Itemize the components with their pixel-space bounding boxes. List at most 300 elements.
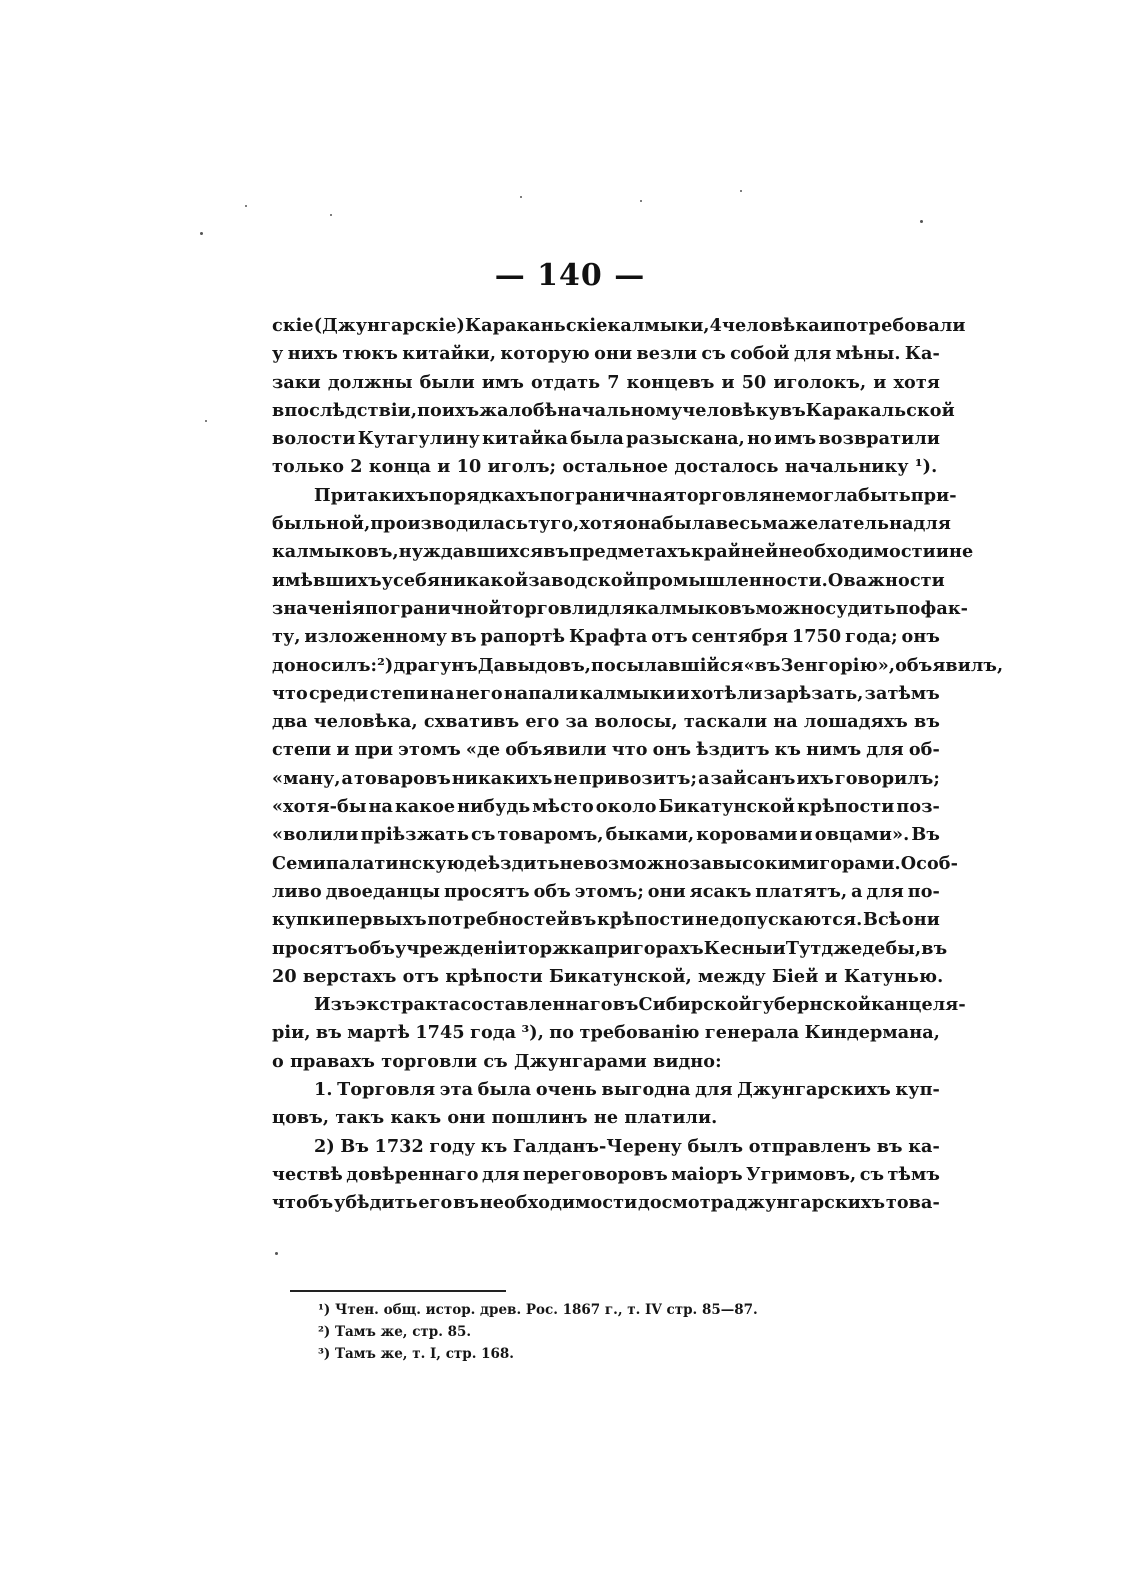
word: калмыки bbox=[579, 682, 676, 704]
text-line bbox=[272, 736, 940, 764]
word: въ bbox=[315, 1022, 342, 1044]
word: его bbox=[525, 711, 560, 733]
word: его bbox=[418, 1192, 453, 1214]
footnote-mark: ²) bbox=[318, 1324, 336, 1340]
footnote-rule bbox=[290, 1290, 506, 1292]
word: судить bbox=[825, 597, 896, 619]
word: невозможно bbox=[559, 852, 690, 874]
word: Давыдовъ, bbox=[477, 654, 592, 676]
word: а bbox=[698, 767, 710, 789]
word: ³), bbox=[521, 1022, 544, 1044]
word: но bbox=[747, 428, 772, 450]
word: въ bbox=[450, 626, 477, 648]
text-line bbox=[272, 878, 940, 906]
word: была bbox=[570, 428, 624, 450]
word: порядкахъ bbox=[428, 484, 540, 506]
word: (Джунгарскiе) bbox=[313, 315, 465, 336]
word: ихъ bbox=[796, 767, 834, 789]
footnotes bbox=[318, 1299, 918, 1365]
word: не bbox=[593, 1107, 625, 1129]
word: и bbox=[772, 937, 786, 959]
word: джунгарскихъ bbox=[735, 1192, 886, 1214]
word: Всѣ bbox=[863, 909, 902, 931]
word: 2 bbox=[350, 456, 369, 478]
word: мѣны. bbox=[835, 343, 901, 365]
word: него bbox=[455, 682, 503, 704]
word: о bbox=[272, 1050, 291, 1072]
word: пограничная bbox=[539, 484, 676, 506]
word: губернской bbox=[751, 994, 872, 1016]
word: калмыковъ, bbox=[272, 541, 399, 563]
word: нуждавшихся bbox=[398, 541, 544, 563]
word: остальное bbox=[562, 456, 675, 478]
word: доносилъ:²) bbox=[272, 654, 394, 676]
word: и bbox=[819, 315, 833, 336]
text-line bbox=[272, 906, 940, 934]
word: торжка bbox=[516, 937, 595, 959]
word: затѣмъ bbox=[864, 682, 940, 704]
word: маiоръ bbox=[671, 1163, 743, 1185]
word: не bbox=[949, 541, 974, 563]
word: ¹). bbox=[914, 456, 938, 478]
text-line bbox=[272, 963, 944, 991]
word: Торговля bbox=[337, 1079, 436, 1101]
text-line bbox=[272, 567, 945, 595]
word: Зенгорiю», bbox=[780, 654, 896, 676]
word: тѣмъ bbox=[887, 1163, 940, 1185]
word: и bbox=[676, 682, 690, 704]
text-line bbox=[272, 538, 974, 566]
word: года; bbox=[845, 626, 898, 648]
word: съ bbox=[483, 1050, 514, 1072]
word: имъ bbox=[481, 371, 524, 393]
word: иголъ; bbox=[487, 456, 563, 478]
word: таскали bbox=[683, 711, 768, 733]
word: калмыковъ bbox=[634, 597, 756, 619]
word: за bbox=[689, 852, 713, 874]
word: и bbox=[935, 541, 949, 563]
text-line bbox=[272, 821, 940, 849]
word: выгодна bbox=[601, 1079, 691, 1101]
text-line bbox=[272, 765, 940, 793]
word: драгунъ bbox=[393, 654, 478, 676]
word: быками, bbox=[605, 824, 695, 846]
word: они bbox=[447, 1107, 492, 1129]
footnote bbox=[318, 1321, 918, 1343]
word: въ bbox=[543, 541, 570, 563]
word: къ bbox=[480, 1135, 508, 1157]
word: сентября bbox=[691, 626, 789, 648]
word: такъ bbox=[335, 1107, 391, 1129]
word: какъ bbox=[390, 1107, 448, 1129]
word: были bbox=[419, 371, 475, 393]
word: допускаются. bbox=[719, 909, 863, 931]
word: 2) bbox=[314, 1135, 335, 1157]
print-speck bbox=[520, 196, 522, 198]
word: мартѣ bbox=[347, 1022, 410, 1044]
word: хотя bbox=[579, 513, 626, 535]
word: для bbox=[913, 513, 952, 535]
word: собой bbox=[730, 343, 790, 365]
word: отъ bbox=[651, 626, 688, 648]
word: а bbox=[341, 767, 354, 789]
word: въ bbox=[914, 711, 940, 733]
word: въ bbox=[570, 909, 597, 931]
text-line bbox=[272, 1048, 940, 1076]
word: заки bbox=[272, 371, 321, 393]
word: «въ bbox=[743, 654, 781, 676]
word: разыскана, bbox=[626, 428, 745, 450]
word: для bbox=[866, 739, 904, 761]
word: этомъ bbox=[398, 739, 461, 761]
word: по- bbox=[907, 880, 940, 902]
text-line bbox=[272, 623, 940, 651]
print-speck bbox=[200, 232, 203, 235]
word: об- bbox=[908, 739, 940, 761]
word: и bbox=[721, 371, 735, 393]
word: возвратили bbox=[818, 428, 940, 450]
text-line bbox=[272, 1076, 940, 1104]
word: себя bbox=[393, 569, 441, 591]
word: Семипалатинскую bbox=[272, 852, 465, 874]
word: Тутджедебы, bbox=[785, 937, 922, 959]
word: не bbox=[553, 767, 578, 789]
word: по bbox=[549, 1022, 575, 1044]
text-line bbox=[272, 453, 940, 481]
word: горахъ bbox=[632, 937, 704, 959]
text-line bbox=[272, 680, 940, 708]
text-line bbox=[272, 850, 959, 878]
word: должны bbox=[327, 371, 413, 393]
word: потребностей bbox=[427, 909, 570, 931]
word: къ bbox=[774, 739, 802, 761]
text-line bbox=[272, 1133, 940, 1161]
word: могла bbox=[796, 484, 859, 506]
word: эта bbox=[439, 1079, 474, 1101]
word: и bbox=[437, 456, 457, 478]
word: а bbox=[851, 880, 863, 902]
word: при bbox=[354, 739, 394, 761]
word: конца bbox=[368, 456, 438, 478]
word: рiи, bbox=[272, 1022, 311, 1044]
word: китайка bbox=[482, 428, 569, 450]
word: съ bbox=[701, 343, 726, 365]
word: хотя bbox=[893, 371, 940, 393]
word: заводской bbox=[528, 569, 636, 591]
word: 4 bbox=[709, 315, 722, 336]
word: для bbox=[482, 1163, 520, 1185]
word: онъ bbox=[652, 739, 692, 761]
word: по bbox=[895, 597, 921, 619]
word: въ bbox=[779, 399, 806, 421]
word: Кутагулину bbox=[357, 428, 480, 450]
word: она bbox=[625, 513, 663, 535]
print-speck bbox=[640, 200, 642, 202]
text-line bbox=[272, 510, 952, 538]
footnote bbox=[318, 1299, 918, 1321]
word: цовъ, bbox=[272, 1107, 336, 1129]
word: ливо bbox=[272, 880, 322, 902]
word: ѣздитъ bbox=[696, 739, 770, 761]
word: крѣпости bbox=[445, 965, 550, 987]
word: правахъ bbox=[290, 1050, 382, 1072]
word: никакой bbox=[440, 569, 529, 591]
word: крайней bbox=[691, 541, 779, 563]
word: коровами bbox=[696, 824, 798, 846]
print-speck bbox=[275, 1252, 278, 1255]
word: При bbox=[314, 484, 357, 506]
word: ихъ bbox=[441, 399, 480, 421]
word: въ bbox=[612, 994, 639, 1016]
word: былъ bbox=[687, 1135, 744, 1157]
word: везли bbox=[636, 343, 698, 365]
word: платятъ, bbox=[755, 880, 848, 902]
word: Джунгарскихъ bbox=[737, 1079, 891, 1101]
word: «ману, bbox=[272, 767, 341, 789]
word: 10 bbox=[456, 456, 488, 478]
text-line bbox=[272, 369, 940, 397]
text-line bbox=[272, 595, 969, 623]
word: за bbox=[565, 711, 589, 733]
word: предметахъ bbox=[569, 541, 692, 563]
word: фак- bbox=[920, 597, 969, 619]
word: и bbox=[799, 824, 813, 846]
word: схвативъ bbox=[423, 711, 520, 733]
word: среди bbox=[308, 682, 369, 704]
word: быть bbox=[858, 484, 911, 506]
word: какое bbox=[394, 796, 456, 818]
print-speck bbox=[245, 205, 247, 207]
word: имъ bbox=[774, 428, 817, 450]
word: по bbox=[417, 399, 442, 421]
word: человѣку bbox=[682, 399, 780, 421]
word: нибудь bbox=[457, 796, 531, 818]
word: канцеля- bbox=[871, 994, 966, 1016]
footnote bbox=[318, 1343, 918, 1365]
word: просятъ bbox=[272, 937, 358, 959]
word: объ bbox=[533, 880, 571, 902]
text-line bbox=[272, 708, 940, 736]
word: просятъ bbox=[443, 880, 530, 902]
text-line bbox=[272, 991, 966, 1019]
text-line bbox=[272, 1189, 940, 1217]
word: 1745 bbox=[415, 1022, 465, 1044]
word: и bbox=[824, 965, 844, 987]
footnote-mark: ³) bbox=[318, 1346, 336, 1362]
word: досмотра bbox=[638, 1192, 735, 1214]
word: и bbox=[336, 739, 350, 761]
word: въ bbox=[453, 1192, 480, 1214]
word: весьма bbox=[715, 513, 790, 535]
word: что bbox=[611, 739, 648, 761]
page-number: — 140 — bbox=[494, 258, 646, 293]
word: человѣка, bbox=[313, 711, 418, 733]
word: они bbox=[901, 909, 940, 931]
word: видно: bbox=[653, 1050, 722, 1072]
word: лошадяхъ bbox=[803, 711, 908, 733]
word: они bbox=[594, 343, 633, 365]
body-text bbox=[272, 312, 1004, 1218]
word: переговоровъ bbox=[522, 1163, 668, 1185]
word: китайки, bbox=[402, 343, 497, 365]
word: Въ bbox=[340, 1135, 369, 1157]
footnote-mark: ¹) bbox=[318, 1302, 336, 1318]
word: ту, bbox=[272, 626, 301, 648]
word: Въ bbox=[911, 824, 940, 846]
word: при bbox=[594, 937, 633, 959]
word: при- bbox=[910, 484, 957, 506]
word: това- bbox=[885, 1192, 940, 1214]
word: у bbox=[381, 569, 394, 591]
word: можно bbox=[755, 597, 826, 619]
word: экстракта bbox=[355, 994, 461, 1016]
word: Ка- bbox=[904, 343, 940, 365]
word: промышленности. bbox=[635, 569, 828, 591]
word: туго, bbox=[528, 513, 580, 535]
word: Бикатунской bbox=[658, 796, 796, 818]
text-line bbox=[272, 397, 955, 425]
word: «волили bbox=[272, 824, 359, 846]
word: 1750 bbox=[791, 626, 842, 648]
word: ясакъ bbox=[689, 880, 752, 902]
word: «де bbox=[465, 739, 501, 761]
text-line bbox=[272, 1161, 940, 1189]
word: потребовали bbox=[832, 315, 966, 336]
word: напали bbox=[503, 682, 579, 704]
word: для bbox=[695, 1079, 733, 1101]
word: пограничной bbox=[364, 597, 502, 619]
word: Крафта bbox=[568, 626, 648, 648]
word: двоеданцы bbox=[325, 880, 441, 902]
text-line bbox=[272, 482, 957, 510]
print-speck bbox=[205, 420, 207, 422]
word: не bbox=[695, 909, 720, 931]
word: никакихъ bbox=[451, 767, 553, 789]
word: высокими bbox=[712, 852, 820, 874]
print-speck bbox=[740, 190, 742, 192]
text-line bbox=[272, 340, 940, 368]
word: быльной, bbox=[272, 513, 371, 535]
word: году bbox=[429, 1135, 476, 1157]
word: торговли bbox=[501, 597, 598, 619]
word: «хотя-бы bbox=[272, 796, 367, 818]
word: мѣсто bbox=[532, 796, 594, 818]
word: досталось bbox=[674, 456, 785, 478]
word: пошлинъ bbox=[491, 1107, 594, 1129]
word: отдать bbox=[530, 371, 601, 393]
word: изложенному bbox=[304, 626, 447, 648]
word: требованiю bbox=[579, 1022, 700, 1044]
word: 1732 bbox=[374, 1135, 424, 1157]
word: очень bbox=[535, 1079, 597, 1101]
word: чествѣ bbox=[272, 1163, 343, 1185]
word: необходимости bbox=[778, 541, 936, 563]
word: степи bbox=[272, 739, 332, 761]
word: торговли bbox=[381, 1050, 484, 1072]
word: у bbox=[272, 343, 284, 365]
word: Караканьскiе bbox=[464, 315, 608, 336]
word: нихъ bbox=[287, 343, 339, 365]
text-line bbox=[272, 1019, 940, 1047]
word: скiе bbox=[272, 315, 314, 336]
word: для bbox=[793, 343, 832, 365]
word: купки bbox=[272, 909, 336, 931]
word: овцами». bbox=[814, 824, 910, 846]
word: не bbox=[771, 484, 797, 506]
word: учрежденiи bbox=[395, 937, 517, 959]
word: де bbox=[464, 852, 488, 874]
word: два bbox=[272, 711, 308, 733]
word: степи bbox=[369, 682, 429, 704]
word: зарѣзать, bbox=[763, 682, 864, 704]
word: Угримовъ, bbox=[746, 1163, 857, 1185]
word: объявилъ, bbox=[895, 654, 1004, 676]
word: на bbox=[368, 796, 394, 818]
word: важности bbox=[843, 569, 945, 591]
word: калмыки, bbox=[607, 315, 710, 336]
word: ѣздить bbox=[487, 852, 560, 874]
word: волосы, bbox=[594, 711, 678, 733]
word: волости bbox=[272, 428, 356, 450]
word: была bbox=[662, 513, 716, 535]
word: 20 bbox=[272, 965, 303, 987]
word: съ bbox=[471, 824, 496, 846]
word: этомъ; bbox=[574, 880, 644, 902]
word: отъ bbox=[402, 965, 446, 987]
word: желательна bbox=[789, 513, 914, 535]
word: посылавшiйся bbox=[591, 654, 744, 676]
word: объявили bbox=[505, 739, 607, 761]
word: начальному bbox=[557, 399, 683, 421]
word: 1. bbox=[314, 1079, 333, 1101]
text-line bbox=[272, 935, 948, 963]
word: начальнику bbox=[784, 456, 915, 478]
word: Джунгарами bbox=[514, 1050, 653, 1072]
word: составленнаго bbox=[460, 994, 613, 1016]
footnote-text: Тамъ же, стр. 85. bbox=[335, 1324, 472, 1340]
word: верстахъ bbox=[302, 965, 403, 987]
word: Бiей bbox=[771, 965, 825, 987]
word: была bbox=[477, 1079, 532, 1101]
word: первыхъ bbox=[335, 909, 427, 931]
word: прiѣзжать bbox=[360, 824, 469, 846]
word: Сибирской bbox=[638, 994, 752, 1016]
word: на bbox=[430, 682, 455, 704]
word: Каракальской bbox=[805, 399, 955, 421]
word: убѣдить bbox=[333, 1192, 418, 1214]
word: Бикатунской, bbox=[549, 965, 699, 987]
text-line bbox=[272, 312, 966, 340]
word: что bbox=[272, 682, 308, 704]
word: они bbox=[647, 880, 686, 902]
word: нимъ bbox=[806, 739, 862, 761]
word: впослѣдствiи, bbox=[272, 399, 418, 421]
word: 50 bbox=[741, 371, 767, 393]
word: въ bbox=[921, 937, 948, 959]
word: рапортѣ bbox=[480, 626, 566, 648]
word: ка- bbox=[908, 1135, 940, 1157]
word: и bbox=[873, 371, 887, 393]
word: такихъ bbox=[356, 484, 429, 506]
word: О bbox=[827, 569, 844, 591]
word: имѣвшихъ bbox=[272, 569, 382, 591]
word: производилась bbox=[370, 513, 528, 535]
word: жалобѣ bbox=[479, 399, 558, 421]
word: довѣреннаго bbox=[346, 1163, 479, 1185]
word: генерала bbox=[704, 1022, 800, 1044]
text-line bbox=[272, 1104, 940, 1132]
word: около bbox=[595, 796, 657, 818]
